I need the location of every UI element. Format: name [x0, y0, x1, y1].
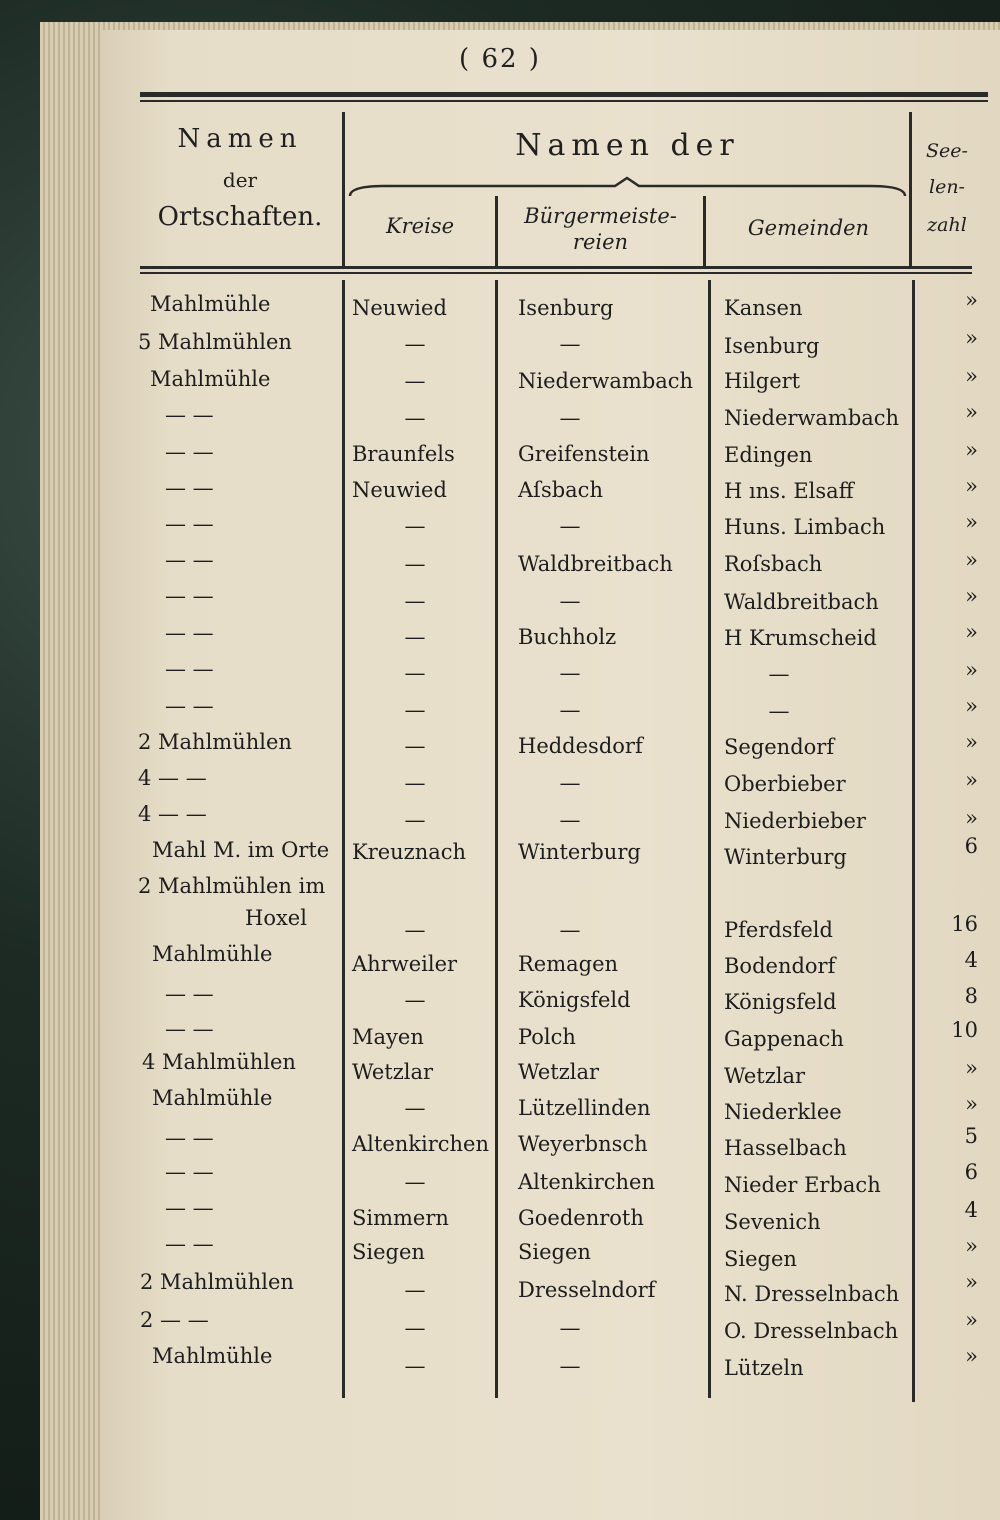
gemeinde-cell: Sevenich — [724, 1210, 821, 1234]
seelenzahl-cell: » — [965, 620, 978, 644]
vline-body-1 — [342, 280, 345, 1398]
ortschaft-cell: Hoxel — [245, 906, 307, 930]
ortschaft-cell: 4 — — — [138, 766, 207, 790]
seelenzahl-cell: » — [965, 474, 978, 498]
seelenzahl-cell: » — [965, 1056, 978, 1080]
seelenzahl-cell: 4 — [964, 948, 978, 972]
gemeinde-cell: — — [768, 699, 790, 723]
ortschaft-cell: — — — [165, 1232, 214, 1256]
ortschaft-cell: 2 — — — [140, 1308, 209, 1332]
header-kreise: Kreise — [385, 214, 455, 238]
gemeinde-cell: — — [768, 662, 790, 686]
ortschaft-cell: — — — [165, 657, 214, 681]
header-col1-line2: der — [222, 168, 258, 192]
gemeinde-cell: Hilgert — [724, 369, 801, 393]
buergermeisterei-cell: Dresselndorf — [518, 1278, 656, 1302]
ortschaft-cell: 4 — — — [138, 802, 207, 826]
seelenzahl-cell: » — [965, 1344, 978, 1368]
header-seelen-3: zahl — [927, 214, 967, 236]
seelenzahl-cell: » — [965, 806, 978, 830]
kreis-cell: — — [404, 589, 426, 613]
seelenzahl-cell: 16 — [951, 912, 978, 936]
seelenzahl-cell: 6 — [964, 834, 978, 858]
vline-header-4 — [909, 112, 912, 266]
header-col1-line1: Namen — [177, 124, 303, 154]
buergermeisterei-cell: — — [559, 406, 581, 430]
buergermeisterei-cell: Polch — [518, 1025, 576, 1049]
gemeinde-cell: Segendorf — [724, 735, 835, 759]
header-seelen-2: len- — [929, 176, 965, 198]
buergermeisterei-cell: — — [559, 589, 581, 613]
kreis-cell: — — [404, 771, 426, 795]
ortschaft-cell: — — — [165, 440, 214, 464]
buergermeisterei-cell: Remagen — [518, 952, 619, 976]
gemeinde-cell: Königsfeld — [724, 990, 837, 1014]
buergermeisterei-cell: — — [559, 514, 581, 538]
vline-header-3 — [703, 196, 706, 266]
ortschaft-cell: 2 Mahlmühlen im — [138, 874, 326, 898]
seelenzahl-cell: » — [965, 548, 978, 572]
vline-body-2 — [495, 280, 498, 1398]
buergermeisterei-cell: — — [559, 1316, 581, 1340]
kreis-cell: — — [404, 1170, 426, 1194]
seelenzahl-cell: » — [965, 1270, 978, 1294]
ortschaft-cell: — — — [165, 694, 214, 718]
seelenzahl-cell: » — [965, 1092, 978, 1116]
kreis-cell: Neuwied — [352, 478, 447, 502]
gemeinde-cell: Niederklee — [724, 1100, 842, 1124]
seelenzahl-cell: » — [965, 730, 978, 754]
gemeinde-cell: H ıns. Elsaff — [724, 479, 854, 503]
ortschaft-cell: Mahlmühle — [152, 1086, 273, 1110]
gemeinde-cell: Hasselbach — [724, 1136, 847, 1160]
gemeinde-cell: Waldbreitbach — [724, 590, 879, 614]
kreis-cell: Kreuznach — [352, 840, 467, 864]
gemeinde-cell: Isenburg — [724, 334, 820, 358]
kreis-cell: Siegen — [352, 1240, 425, 1264]
ortschaft-cell: — — — [165, 512, 214, 536]
buergermeisterei-cell: — — [559, 661, 581, 685]
kreis-cell: — — [404, 1278, 426, 1302]
seelenzahl-cell: » — [965, 768, 978, 792]
ortschaft-cell: — — — [165, 1126, 214, 1150]
kreis-cell: — — [404, 552, 426, 576]
kreis-cell: — — [404, 661, 426, 685]
ortschaft-cell: Mahlmühle — [150, 367, 271, 391]
seelenzahl-cell: » — [965, 326, 978, 350]
buergermeisterei-cell: Heddesdorf — [518, 734, 643, 758]
kreis-cell: — — [404, 406, 426, 430]
ortschaft-cell: Mahlmühle — [150, 292, 271, 316]
seelenzahl-cell: 10 — [951, 1018, 978, 1042]
ortschaft-cell: — — — [165, 403, 214, 427]
kreis-cell: — — [404, 734, 426, 758]
gemeinde-cell: Huns. Limbach — [724, 515, 886, 539]
buergermeisterei-cell: Greifenstein — [518, 442, 650, 466]
gemeinde-cell: Edingen — [724, 443, 813, 467]
gemeinde-cell: Wetzlar — [724, 1064, 806, 1088]
vline-body-3 — [708, 280, 711, 1398]
kreis-cell: Altenkirchen — [352, 1132, 489, 1156]
header-rule — [140, 266, 972, 269]
ortschaft-cell: Mahlmühle — [152, 1344, 273, 1368]
ortschaft-cell: — — — [165, 584, 214, 608]
buergermeisterei-cell: Niederwambach — [518, 369, 694, 393]
gemeinde-cell: Bodendorf — [724, 954, 836, 978]
vline-body-4 — [912, 280, 915, 1402]
buergermeisterei-cell: Altenkirchen — [518, 1170, 655, 1194]
buergermeisterei-cell: Goedenroth — [518, 1206, 644, 1230]
gemeinde-cell: Nieder Erbach — [724, 1173, 881, 1197]
buergermeisterei-cell: Waldbreitbach — [518, 552, 673, 576]
buergermeisterei-cell: — — [559, 808, 581, 832]
seelenzahl-cell: » — [965, 438, 978, 462]
buergermeisterei-cell: Siegen — [518, 1240, 591, 1264]
vline-header-1 — [342, 112, 345, 266]
buergermeisterei-cell: Winterburg — [518, 840, 641, 864]
buergermeisterei-cell: Aſsbach — [518, 478, 603, 502]
buergermeisterei-cell: — — [559, 771, 581, 795]
header-seelen-1: See- — [926, 140, 968, 162]
top-rule-thin — [140, 100, 988, 102]
ortschaft-cell: Mahlmühle — [152, 942, 273, 966]
gemeinde-cell: Roſsbach — [724, 552, 823, 576]
gemeinde-cell: Gappenach — [724, 1027, 844, 1051]
seelenzahl-cell: » — [965, 288, 978, 312]
buergermeisterei-cell: Wetzlar — [518, 1060, 600, 1084]
ortschaft-cell: — — — [165, 1160, 214, 1184]
gemeinde-cell: Niederwambach — [724, 406, 900, 430]
ortschaft-cell: — — — [165, 548, 214, 572]
ortschaft-cell: — — — [165, 476, 214, 500]
gemeinde-cell: Kansen — [724, 296, 803, 320]
kreis-cell: Braunfels — [352, 442, 455, 466]
header-buergermeistereien-2: reien — [572, 230, 629, 254]
header-rule-thin — [140, 272, 972, 274]
ortschaft-cell: — — — [165, 982, 214, 1006]
seelenzahl-cell: » — [965, 364, 978, 388]
seelenzahl-cell: » — [965, 510, 978, 534]
buergermeisterei-cell: Lützellinden — [518, 1096, 651, 1120]
gemeinde-cell: Pferdsfeld — [724, 918, 833, 942]
kreis-cell: — — [404, 514, 426, 538]
gemeinde-cell: N. Dresselnbach — [724, 1282, 900, 1306]
gemeinde-cell: Niederbieber — [724, 809, 866, 833]
seelenzahl-cell: 5 — [964, 1124, 978, 1148]
kreis-cell: — — [404, 332, 426, 356]
ortschaft-cell: 2 Mahlmühlen — [140, 1270, 294, 1294]
buergermeisterei-cell: Buchholz — [518, 625, 617, 649]
kreis-cell: — — [404, 369, 426, 393]
ortschaft-cell: 2 Mahlmühlen — [138, 730, 292, 754]
buergermeisterei-cell: — — [559, 1354, 581, 1378]
kreis-cell: — — [404, 918, 426, 942]
seelenzahl-cell: » — [965, 1308, 978, 1332]
header-col1-line3: Ortschaften. — [157, 202, 323, 232]
kreis-cell: — — [404, 1316, 426, 1340]
kreis-cell: — — [404, 1096, 426, 1120]
ortschaft-cell: 4 Mahlmühlen — [142, 1050, 296, 1074]
kreis-cell: Mayen — [352, 1025, 424, 1049]
header-gemeinden: Gemeinden — [747, 216, 870, 240]
header-group-title: Namen der — [515, 128, 740, 163]
buergermeisterei-cell: — — [559, 332, 581, 356]
header-buergermeistereien-1: Bürgermeiste- — [524, 204, 677, 228]
gemeinde-cell: Oberbieber — [724, 772, 846, 796]
kreis-cell: Simmern — [352, 1206, 449, 1230]
buergermeisterei-cell: — — [559, 918, 581, 942]
page-number: ( 62 ) — [459, 44, 541, 74]
kreis-cell: Ahrweiler — [352, 952, 458, 976]
seelenzahl-cell: » — [965, 658, 978, 682]
gemeinde-cell: Siegen — [724, 1247, 797, 1271]
buergermeisterei-cell: — — [559, 698, 581, 722]
kreis-cell: — — [404, 698, 426, 722]
ortschaft-cell: — — — [165, 1017, 214, 1041]
kreis-cell: — — [404, 988, 426, 1012]
seelenzahl-cell: » — [965, 694, 978, 718]
buergermeisterei-cell: Weyerbnsch — [518, 1132, 648, 1156]
ortschaft-cell: — — — [165, 621, 214, 645]
kreis-cell: — — [404, 1354, 426, 1378]
seelenzahl-cell: » — [965, 400, 978, 424]
gemeinde-cell: Lützeln — [724, 1356, 804, 1380]
seelenzahl-cell: 6 — [964, 1160, 978, 1184]
buergermeisterei-cell: Isenburg — [518, 296, 614, 320]
seelenzahl-cell: 8 — [964, 984, 978, 1008]
kreis-cell: — — [404, 808, 426, 832]
header-brace — [345, 176, 910, 200]
kreis-cell: Neuwied — [352, 296, 447, 320]
kreis-cell: Wetzlar — [352, 1060, 434, 1084]
ortschaft-cell: Mahl M. im Orte — [152, 838, 330, 862]
gemeinde-cell: Winterburg — [724, 845, 847, 869]
kreis-cell: — — [404, 625, 426, 649]
seelenzahl-cell: 4 — [964, 1198, 978, 1222]
ortschaft-cell: 5 Mahlmühlen — [138, 330, 292, 354]
buergermeisterei-cell: Königsfeld — [518, 988, 631, 1012]
ortschaft-cell: — — — [165, 1196, 214, 1220]
seelenzahl-cell: » — [965, 1234, 978, 1258]
top-rule — [140, 92, 988, 97]
vline-header-2 — [495, 196, 498, 266]
gemeinde-cell: H Krumscheid — [724, 626, 877, 650]
gemeinde-cell: O. Dresselnbach — [724, 1319, 899, 1343]
seelenzahl-cell: » — [965, 584, 978, 608]
